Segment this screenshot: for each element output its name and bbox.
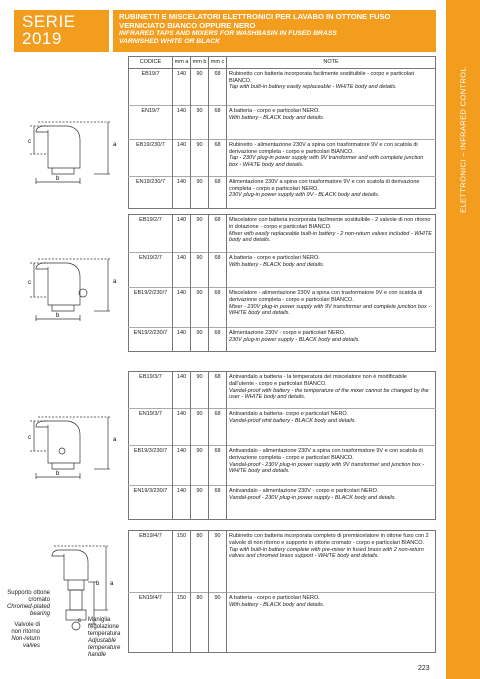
dim-label-a: a (110, 581, 114, 587)
product-note (227, 215, 436, 253)
table-row (129, 372, 436, 409)
dim-b-value: 90 (191, 105, 209, 139)
product-code: EB19/3/230/7 (129, 446, 173, 486)
product-note (227, 68, 436, 105)
dim-a-value: 140 (173, 288, 191, 328)
dim-label-b: b (56, 313, 60, 319)
col-note: NOTE (227, 57, 436, 69)
col-code: CODICE (129, 57, 173, 69)
note-english: Mixer with easily replaceable built-in battery - 2 non-return valves included - WHITE body and details. (229, 230, 432, 244)
product-code: EB19/3/7 (129, 372, 173, 409)
dim-b-value: 90 (191, 446, 209, 486)
dim-c-value: 68 (209, 486, 227, 520)
table-row (129, 446, 436, 486)
dim-c-value: 68 (209, 328, 227, 352)
col-b: mm b (191, 57, 209, 69)
dim-c-value: 68 (209, 139, 227, 176)
note-italian: Miscelatore - alimentazione 230V a spina con trasformatore 9V e con scatola di derivazione completa - corpo e particolari BIANCO. (229, 290, 423, 303)
note-italian: A batteria - corpo e particolari NERO. (229, 595, 320, 601)
product-note (227, 409, 436, 446)
note-italian: Rubinetto - alimentazione 230V a spina con trasformatore 9V e con scatola di derivazione completa - corpo e particolari BIANCO. (229, 141, 418, 155)
product-note (227, 486, 436, 520)
series-label: SERIE (22, 12, 76, 31)
col-c: mm c (209, 57, 227, 69)
handle-callout (88, 617, 132, 659)
product-note (227, 176, 436, 208)
title-english-1: INFRARED TAPS AND MIXERS FOR WASHBASIN IN FUSED BRASS (119, 30, 337, 37)
product-note (227, 372, 436, 409)
product-note (227, 253, 436, 288)
dim-b-value: 80 (191, 531, 209, 593)
dim-c-value: 68 (209, 409, 227, 446)
table-row (129, 409, 436, 446)
note-english: Mixer - 230V plug-in power supply with 9V transformer and complete junction box - WHITE body and details. (229, 303, 431, 317)
valves-callout (4, 622, 40, 650)
support-italian: Supporto ottone cromato (7, 590, 50, 603)
note-italian: Antivandalo a batteria - la temperatura del miscelatore non è modificabile dall'utente - corpo e particolari BIANCO. (229, 374, 407, 387)
dim-a-value: 140 (173, 486, 191, 520)
table-row (129, 253, 436, 288)
dim-b-value: 90 (191, 215, 209, 253)
side-label: ELETTRONICI – INFRARED CONTROL (458, 67, 468, 213)
note-italian: Antivandalo a batteria- corpo e particolari NERO. (229, 411, 349, 417)
spec-table-3 (128, 371, 436, 520)
handle-english: Adjustable temperature handle (88, 638, 121, 658)
valves-english: Non-return valves (11, 636, 40, 649)
valves-italian: Valvole di non ritorno (11, 622, 40, 635)
product-code: EN19/230/7 (129, 176, 173, 208)
dim-a-value: 140 (173, 446, 191, 486)
dim-a-value: 140 (173, 215, 191, 253)
page-header (113, 10, 436, 52)
table-row (129, 288, 436, 328)
support-callout (4, 590, 50, 618)
dim-c-value: 68 (209, 253, 227, 288)
note-italian: Alimentazione 230V a spina con trasformatore 9V e con scatola di derivazione completa - corpo e particolari NERO. (229, 178, 420, 192)
note-english: Vandal-proof - 230V plug-in power supply with 9V transformer and junction box - WHITE body and details. (229, 461, 425, 475)
note-english: Tap - 230V plug-in power supply with 9V transformer and with complete junction box - WHITE body and details. (229, 155, 424, 169)
product-code: EB19/7 (129, 68, 173, 105)
product-note (227, 593, 436, 653)
dim-a-value: 140 (173, 68, 191, 105)
table-row (129, 105, 436, 139)
product-code: EB19/2/230/7 (129, 288, 173, 328)
note-italian: Rubinetto con batteria incorporata completo di premiscelatore in ottone fuso con 2 valvole di non ritorno e supporto in ottone cromato - corpo e particolari BIANCO. (229, 533, 429, 546)
page-number: 223 (418, 665, 430, 672)
dim-b-value: 90 (191, 409, 209, 446)
dim-b-value: 80 (191, 593, 209, 653)
dim-a-value: 140 (173, 409, 191, 446)
dim-c-value: 68 (209, 372, 227, 409)
vandal-proof-diagram (8, 371, 128, 521)
dim-label-b: b (56, 471, 60, 477)
note-english: Vandal-proof - 230V plug-in power supply - BLACK body and details. (229, 494, 397, 501)
dim-b-value: 90 (191, 486, 209, 520)
table-row (129, 328, 436, 352)
note-english: With battery - BLACK body and details. (229, 601, 325, 608)
note-italian: A batteria - corpo e particolari NERO. (229, 107, 320, 114)
note-italian: Rubinetto con batteria incorporata facilmente sostituibile - corpo e particolari BIANCO. (229, 70, 415, 84)
dim-label-b: b (96, 581, 100, 587)
dim-label-b: b (56, 176, 60, 182)
product-note (227, 328, 436, 352)
dim-c-value: 90 (209, 593, 227, 653)
dim-c-value: 68 (209, 105, 227, 139)
title-italian-2: VERNICIATO BIANCO OPPURE NERO (119, 21, 256, 30)
table-row (129, 593, 436, 653)
dim-label-c: c (28, 435, 31, 441)
product-note (227, 531, 436, 593)
dim-label-c: c (28, 280, 31, 286)
product-code: EN19/3/230/7 (129, 486, 173, 520)
dim-c-value: 90 (209, 531, 227, 593)
title-english-2: VARNISHED WHITE OR BLACK (119, 38, 221, 45)
note-english: Vandal-proof whit battery - BLACK body and details. (229, 417, 356, 424)
mixer-diagram (8, 215, 128, 355)
dim-a-value: 140 (173, 253, 191, 288)
note-italian: Alimentazione 230V - corpo e particolari NERO. (229, 330, 346, 336)
dim-a-value: 150 (173, 593, 191, 653)
support-english: Chromed-plated bearing (6, 604, 50, 617)
note-italian: Antivandalo - alimentazione 230V a spina con trasformatore 9V e con scatola di derivazione completa - corpo e particolari BIANCO. (229, 448, 423, 461)
dim-a-value: 150 (173, 531, 191, 593)
spec-table-4 (128, 530, 436, 653)
note-english: 230V plug-in power supply - BLACK body and details. (229, 336, 360, 343)
dim-b-value: 90 (191, 68, 209, 105)
table-row (129, 486, 436, 520)
product-note (227, 446, 436, 486)
product-code: EB19/230/7 (129, 139, 173, 176)
dim-label-c: c (28, 139, 31, 145)
note-english: Vandal-proof with battery - the temperature of the mixer cannot be changed by the user - WHITE body and details. (229, 387, 429, 401)
product-code: EN19/2/230/7 (129, 328, 173, 352)
dim-b-value: 90 (191, 372, 209, 409)
dim-b-value: 90 (191, 139, 209, 176)
dim-label-a: a (113, 437, 117, 443)
dim-a-value: 140 (173, 176, 191, 208)
dim-b-value: 90 (191, 288, 209, 328)
product-code: EB19/4/7 (129, 531, 173, 593)
note-english: With battery - BLACK body and details. (229, 261, 325, 268)
dim-a-value: 140 (173, 328, 191, 352)
handle-italian: Maniglia regolazione temperatura (88, 617, 121, 637)
dim-c-value: 68 (209, 68, 227, 105)
dim-c-value: 68 (209, 446, 227, 486)
table-row (129, 531, 436, 593)
table-row (129, 68, 436, 105)
product-note (227, 139, 436, 176)
dim-a-value: 140 (173, 139, 191, 176)
note-english: 230V plug-in power supply with 9V - BLACK body and details. (229, 192, 380, 199)
dim-label-a: a (113, 142, 117, 148)
note-english: Tap with built-in battery complete with pre-mixer in fused brass with 2 non-return valves and chromed brass support - WHITE body and details. (229, 546, 424, 560)
tap-diagram (8, 56, 128, 196)
product-note (227, 105, 436, 139)
dim-a-value: 140 (173, 105, 191, 139)
dim-a-value: 140 (173, 372, 191, 409)
dim-b-value: 90 (191, 176, 209, 208)
series-year: 2019 (22, 29, 62, 48)
product-code: EN19/3/7 (129, 409, 173, 446)
product-note (227, 288, 436, 328)
note-english: With battery - BLACK body and details. (229, 114, 325, 121)
note-english: Tap with built-in battery easily replaceable - WHITE body and details. (229, 84, 397, 91)
title-italian-1: RUBINETTI E MISCELATORI ELETTRONICI PER LAVABO IN OTTONE FUSO (119, 12, 391, 21)
col-a: mm a (173, 57, 191, 69)
product-code: EN19/7 (129, 105, 173, 139)
note-italian: A batteria - corpo e particolari NERO. (229, 255, 320, 261)
dim-c-value: 68 (209, 288, 227, 328)
note-italian: Miscelatore con batteria incorporata facilmente sostituibile - 2 valvole di non ritorno in dotazione - corpo e particolari BIANCO. (229, 217, 431, 230)
dim-b-value: 90 (191, 328, 209, 352)
dim-c-value: 68 (209, 215, 227, 253)
product-code: EB19/2/7 (129, 215, 173, 253)
dim-label-c: c (78, 618, 81, 624)
product-code: EN19/4/7 (129, 593, 173, 653)
series-badge (14, 10, 109, 52)
spec-table-1 (128, 56, 436, 209)
product-code: EN19/2/7 (129, 253, 173, 288)
note-italian: Antivandalo - alimentazione 230V - corpo e particolari NERO. (229, 488, 379, 494)
spec-table-2 (128, 214, 436, 352)
dim-c-value: 68 (209, 176, 227, 208)
dim-b-value: 90 (191, 253, 209, 288)
table-row (129, 215, 436, 253)
table-row (129, 139, 436, 176)
table-row (129, 176, 436, 208)
dim-label-a: a (113, 279, 117, 285)
